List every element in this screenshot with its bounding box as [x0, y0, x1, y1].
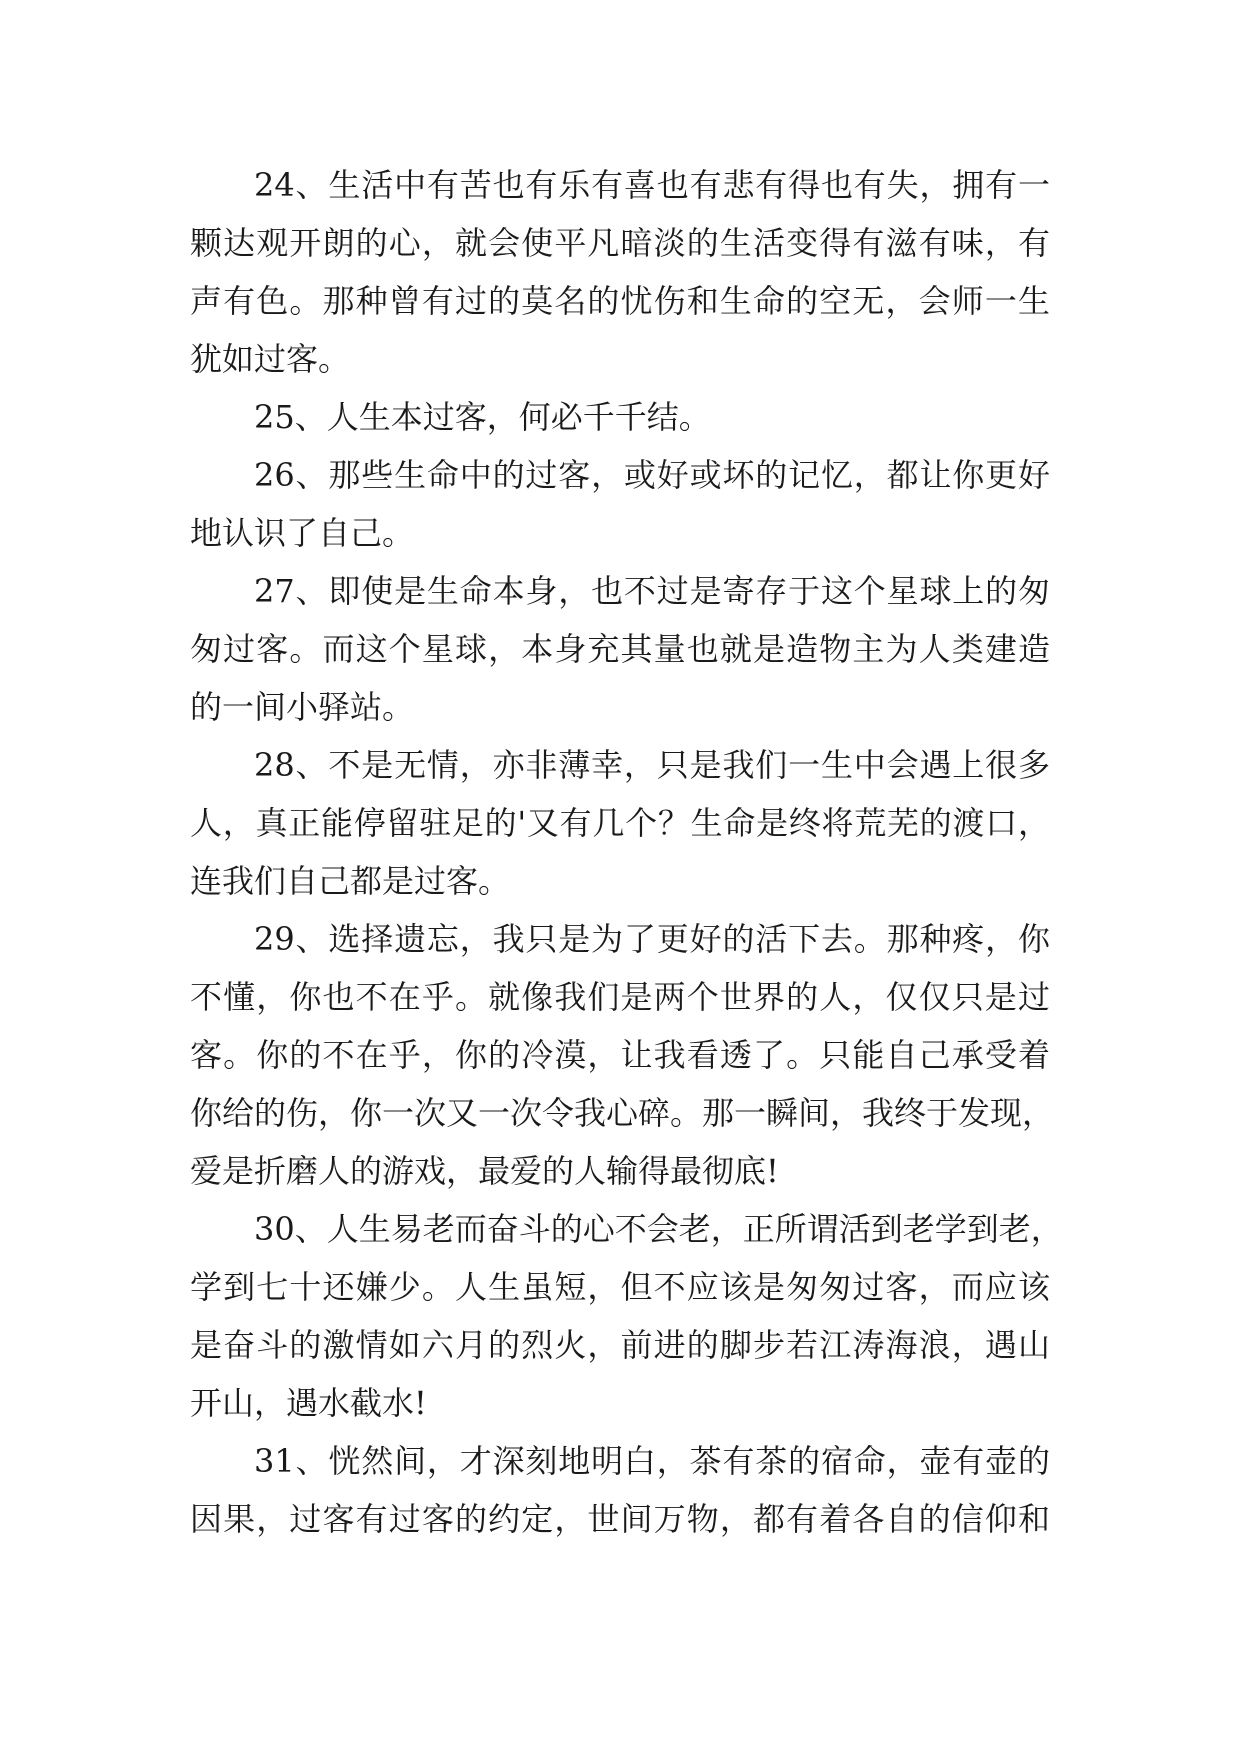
- paragraph-line: 是奋斗的激情如六月的烈火，前进的脚步若江涛海浪，遇山: [190, 1326, 1050, 1364]
- paragraph-line: 开山，遇水截水!: [190, 1384, 427, 1422]
- paragraph-line: 爱是折磨人的游戏，最爱的人输得最彻底!: [190, 1152, 779, 1190]
- paragraph-30: [190, 1200, 1063, 1432]
- paragraph-line: 颗达观开朗的心，就会使平凡暗淡的生活变得有滋有味，有: [190, 224, 1050, 262]
- paragraph-line: 28、不是无情，亦非薄幸，只是我们一生中会遇上很多: [254, 746, 1050, 784]
- paragraph-line: 24、生活中有苦也有乐有喜也有悲有得也有失，拥有一: [254, 166, 1050, 204]
- paragraph-line: 因果，过客有过客的约定，世间万物，都有着各自的信仰和: [190, 1500, 1050, 1538]
- paragraph-line: 26、那些生命中的过客，或好或坏的记忆，都让你更好: [254, 456, 1050, 494]
- paragraph-line: 27、即使是生命本身，也不过是寄存于这个星球上的匆: [254, 572, 1050, 610]
- paragraph-28: [190, 736, 1050, 910]
- paragraph-line: 客。你的不在乎，你的冷漠，让我看透了。只能自己承受着: [190, 1036, 1050, 1074]
- paragraph-24: [190, 156, 1050, 388]
- paragraph-25: [190, 388, 1050, 446]
- paragraph-line: 犹如过客。: [190, 340, 351, 378]
- paragraph-line: 30、人生易老而奋斗的心不会老，正所谓活到老学到老，: [254, 1210, 1063, 1248]
- paragraph-line: 声有色。那种曾有过的莫名的忧伤和生命的空无，会师一生: [190, 282, 1050, 320]
- paragraph-line: 不懂，你也不在乎。就像我们是两个世界的人，仅仅只是过: [190, 978, 1050, 1016]
- paragraph-line: 连我们自己都是过客。: [190, 862, 511, 900]
- paragraph-line: 人，真正能停留驻足的'又有几个？生命是终将荒芜的渡口，: [190, 804, 1050, 842]
- paragraph-line: 29、选择遗忘，我只是为了更好的活下去。那种疼，你: [254, 920, 1050, 958]
- paragraph-line: 地认识了自己。: [190, 514, 415, 552]
- paragraph-line: 25、人生本过客，何必千千结。: [254, 398, 711, 436]
- paragraph-line: 匆过客。而这个星球，本身充其量也就是造物主为人类建造: [190, 630, 1050, 668]
- paragraph-line: 的一间小驿站。: [190, 688, 415, 726]
- paragraph-31: [190, 1432, 1050, 1548]
- paragraph-line: 学到七十还嫌少。人生虽短，但不应该是匆匆过客，而应该: [190, 1268, 1050, 1306]
- paragraph-29: [190, 910, 1055, 1200]
- paragraph-26: [190, 446, 1050, 562]
- paragraph-line: 31、恍然间，才深刻地明白，茶有茶的宿命，壶有壶的: [254, 1442, 1050, 1480]
- paragraph-27: [190, 562, 1050, 736]
- document-body: [190, 156, 1063, 1548]
- paragraph-line: 你给的伤，你一次又一次令我心碎。那一瞬间，我终于发现，: [190, 1094, 1055, 1132]
